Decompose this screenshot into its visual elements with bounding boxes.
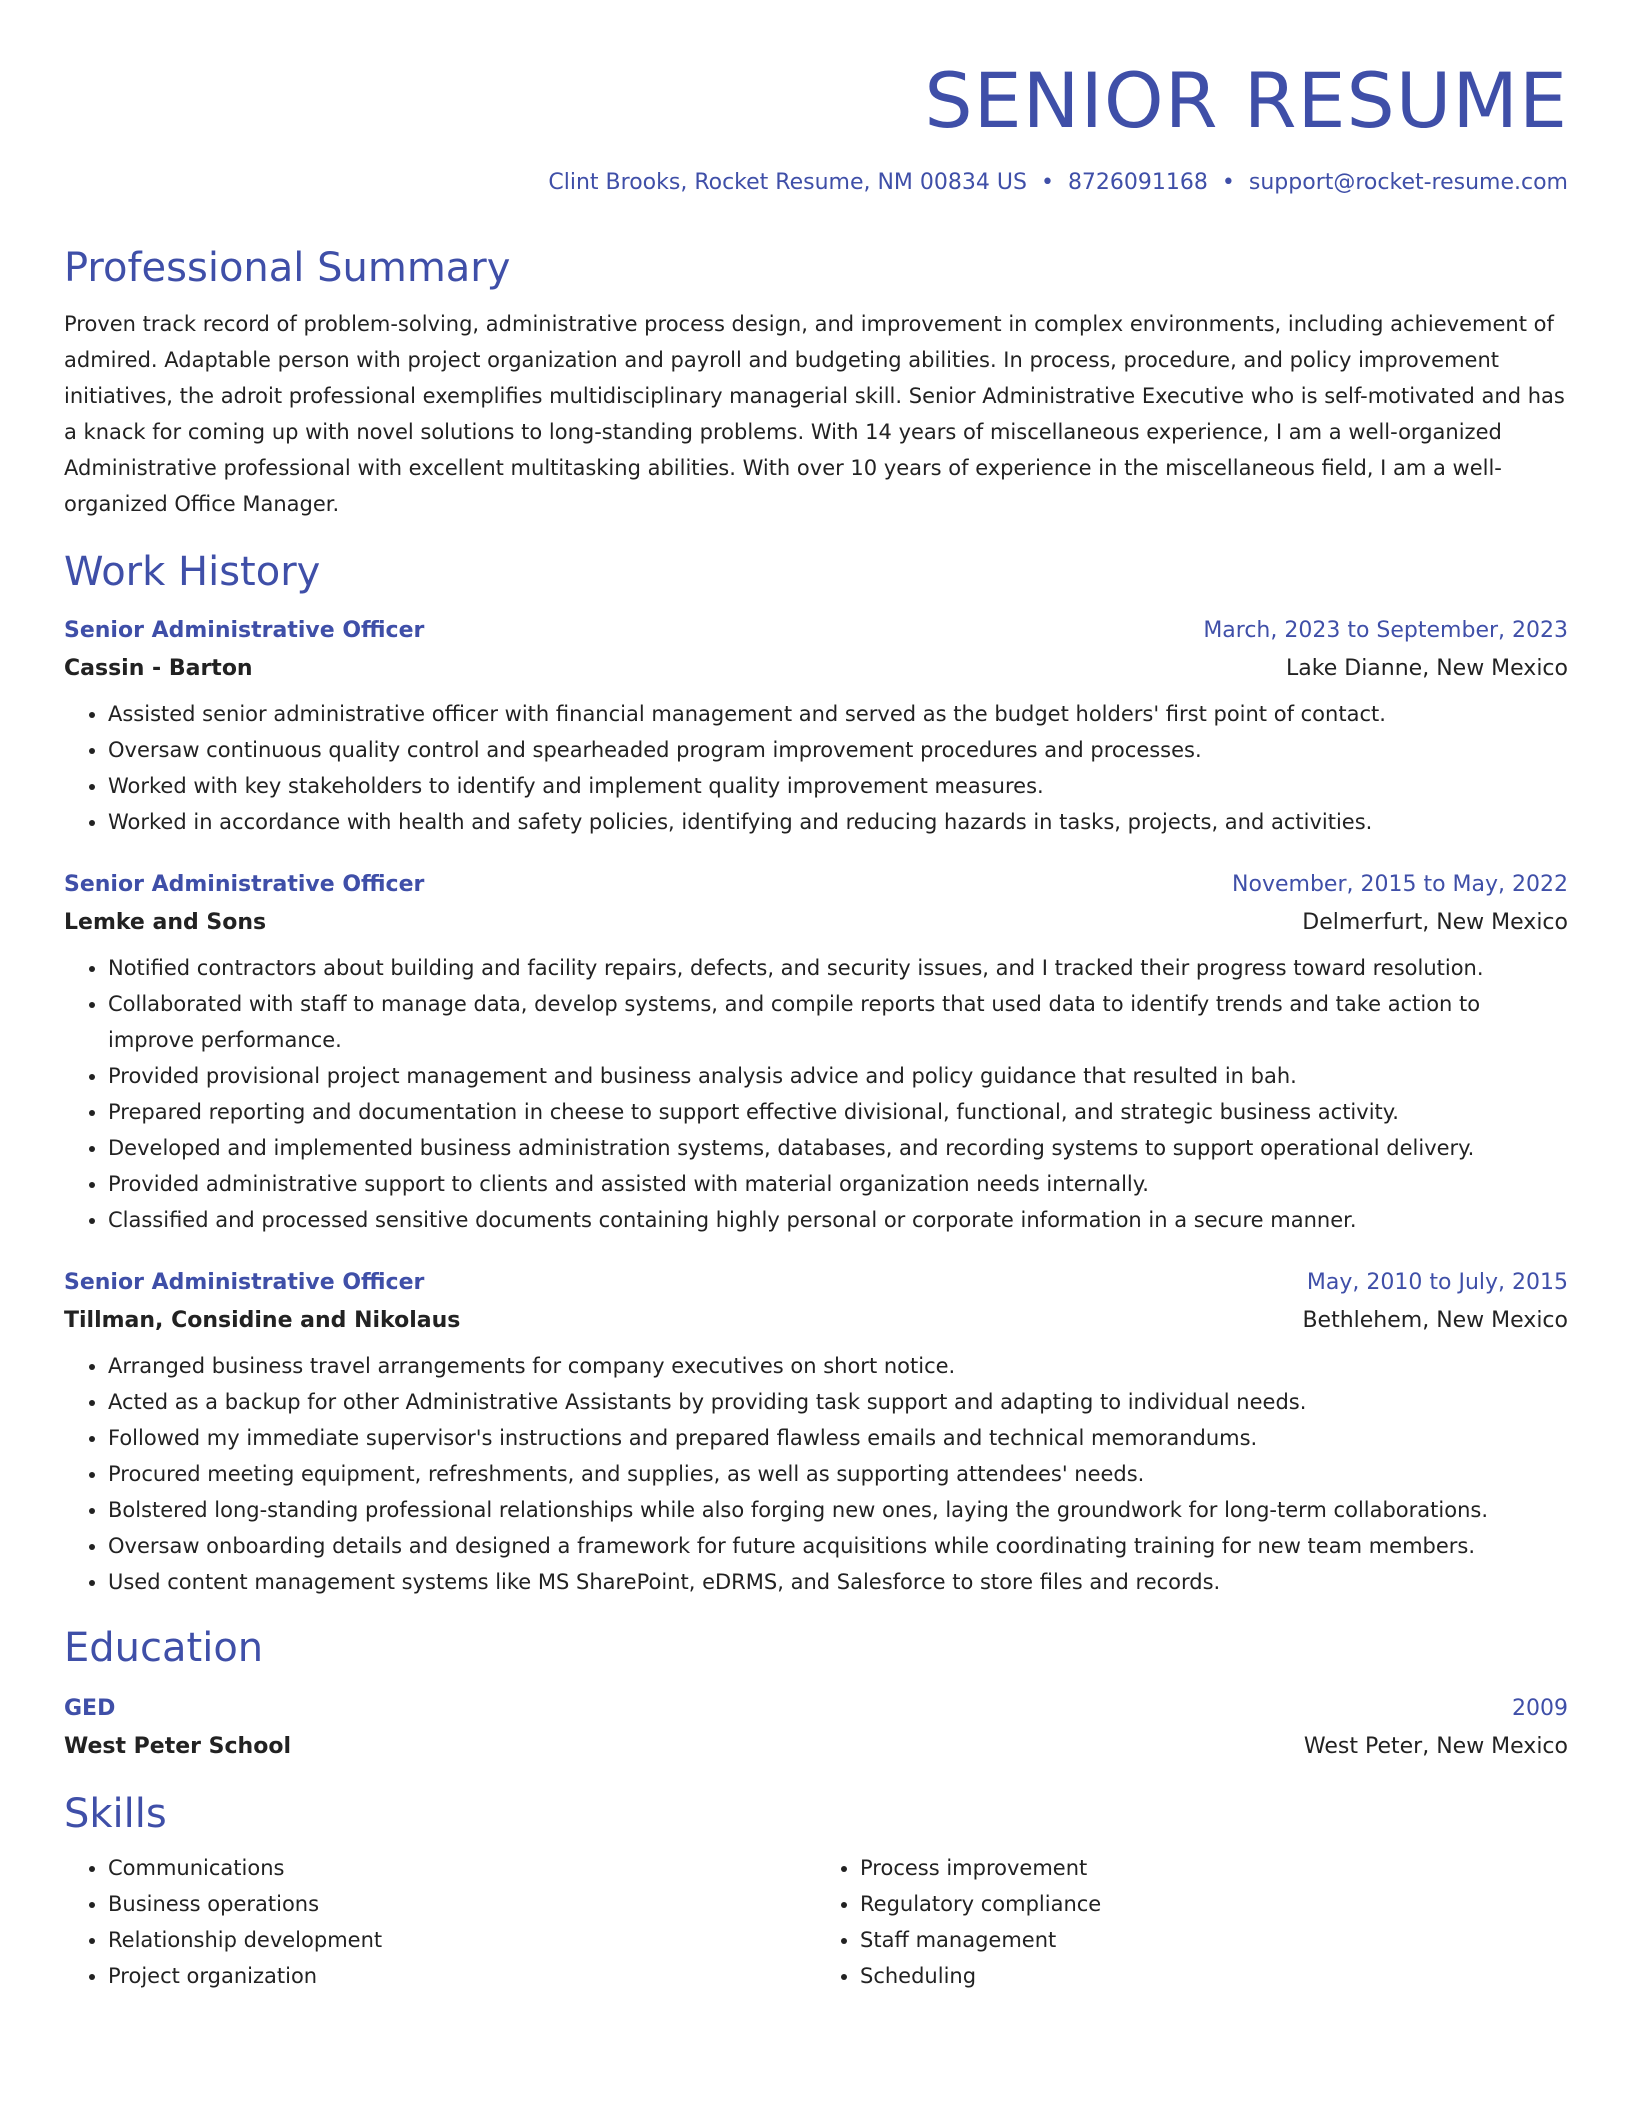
education-school: West Peter School (64, 1734, 291, 1759)
job-company: Cassin - Barton (64, 656, 253, 681)
education-location: West Peter, New Mexico (1303, 1734, 1568, 1759)
contact-separator: • (1040, 170, 1054, 195)
job-entry (64, 1266, 1568, 1600)
job-bullet: • Collaborated with staff to manage data, develop systems, and compile reports that used data to identify trends and take action to improve performance. (108, 986, 1568, 1058)
job-location: Lake Dianne, New Mexico (1286, 656, 1568, 681)
job-bullet: • Followed my immediate supervisor's instructions and prepared flawless emails and technical memorandums. (108, 1420, 1568, 1456)
job-location: Bethlehem, New Mexico (1302, 1308, 1568, 1333)
job-bullet: • Bolstered long-standing professional relationships while also forging new ones, laying the groundwork for long-term collaborations. (108, 1492, 1568, 1528)
skill-item: • Staff management (860, 1922, 1568, 1958)
contact-separator: • (1221, 170, 1235, 195)
job-dates: November, 2015 to May, 2022 (1232, 872, 1568, 897)
job-bullet: • Classified and processed sensitive documents containing highly personal or corporate information in a secure manner. (108, 1202, 1568, 1238)
education-year: 2009 (1512, 1696, 1568, 1721)
skill-item: • Communications (108, 1850, 816, 1886)
contact-line (64, 168, 1568, 198)
resume-page (64, 56, 1568, 1994)
skill-item: • Project organization (108, 1958, 816, 1994)
job-bullet: • Arranged business travel arrangements for company executives on short notice. (108, 1348, 1568, 1384)
job-bullet: • Developed and implemented business administration systems, databases, and recording systems to support operational delivery. (108, 1130, 1568, 1166)
skill-item: • Regulatory compliance (860, 1886, 1568, 1922)
job-bullet: • Oversaw continuous quality control and spearheaded program improvement procedures and processes. (108, 732, 1568, 768)
job-entry (64, 614, 1568, 840)
contact-address: Clint Brooks, Rocket Resume, NM 00834 US (548, 170, 1027, 195)
skills-column-right (816, 1850, 1568, 1994)
skill-item: • Process improvement (860, 1850, 1568, 1886)
job-company: Lemke and Sons (64, 910, 267, 935)
job-bullets (64, 1348, 1568, 1600)
job-bullet: • Notified contractors about building and facility repairs, defects, and security issues, and I tracked their progress toward resolution. (108, 950, 1568, 986)
job-title: Senior Administrative Officer (64, 618, 425, 643)
skill-item: • Relationship development (108, 1922, 816, 1958)
section-heading-summary: Professional Summary (64, 245, 511, 291)
job-bullet: • Used content management systems like MS SharePoint, eDRMS, and Salesforce to store files and records. (108, 1564, 1568, 1600)
job-bullet: • Procured meeting equipment, refreshments, and supplies, as well as supporting attendees' needs. (108, 1456, 1568, 1492)
skills-column-left (64, 1850, 816, 1994)
section-heading-work-history: Work History (64, 549, 321, 595)
section-heading-education: Education (64, 1625, 264, 1671)
skills-grid (64, 1850, 1568, 1994)
resume-title: SENIOR RESUME (924, 56, 1568, 145)
job-location: Delmerfurt, New Mexico (1302, 910, 1568, 935)
contact-email[interactable]: support@rocket-resume.com (1248, 170, 1568, 195)
contact-phone[interactable]: 8726091168 (1067, 170, 1208, 195)
job-entry (64, 868, 1568, 1238)
skill-item: • Scheduling (860, 1958, 1568, 1994)
job-bullet: • Prepared reporting and documentation in cheese to support effective divisional, functional, and strategic business activity. (108, 1094, 1568, 1130)
education-degree: GED (64, 1696, 116, 1721)
job-bullet: • Provided administrative support to clients and assisted with material organization needs internally. (108, 1166, 1568, 1202)
job-dates: May, 2010 to July, 2015 (1306, 1270, 1568, 1295)
job-bullet: • Acted as a backup for other Administrative Assistants by providing task support and adapting to individual needs. (108, 1384, 1568, 1420)
job-company: Tillman, Considine and Nikolaus (64, 1308, 461, 1333)
job-bullet: • Worked with key stakeholders to identify and implement quality improvement measures. (108, 768, 1568, 804)
job-bullet: • Worked in accordance with health and safety policies, identifying and reducing hazards in tasks, projects, and activities. (108, 804, 1568, 840)
job-bullet: • Assisted senior administrative officer with financial management and served as the budget holders' first point of contact. (108, 696, 1568, 732)
summary-text: Proven track record of problem-solving, administrative process design, and improvement in complex environments, including achievement of admired. Adaptable person with project organization and payroll and budgeting abilities. In process, procedure, and policy improvement initiatives, the adroit professional exemplifies multidisciplinary managerial skill. Senior Administrative Executive who is self-motivated and has a knack for coming up with novel solutions to long-standing problems. With 14 years of miscellaneous experience, I am a well-organized Administrative professional with excellent multitasking abilities. With over 10 years of experience in the miscellaneous field, I am a well-organized Office Manager. (64, 312, 1565, 516)
job-bullets (64, 950, 1568, 1238)
section-heading-skills: Skills (64, 1791, 167, 1837)
education-entry (64, 1692, 1568, 1764)
job-title: Senior Administrative Officer (64, 1270, 425, 1295)
skill-item: • Business operations (108, 1886, 816, 1922)
job-bullets (64, 696, 1568, 840)
job-bullet: • Oversaw onboarding details and designed a framework for future acquisitions while coordinating training for new team members. (108, 1528, 1568, 1564)
job-title: Senior Administrative Officer (64, 872, 425, 897)
job-dates: March, 2023 to September, 2023 (1203, 618, 1568, 643)
job-bullet: • Provided provisional project management and business analysis advice and policy guidance that resulted in bah. (108, 1058, 1568, 1094)
